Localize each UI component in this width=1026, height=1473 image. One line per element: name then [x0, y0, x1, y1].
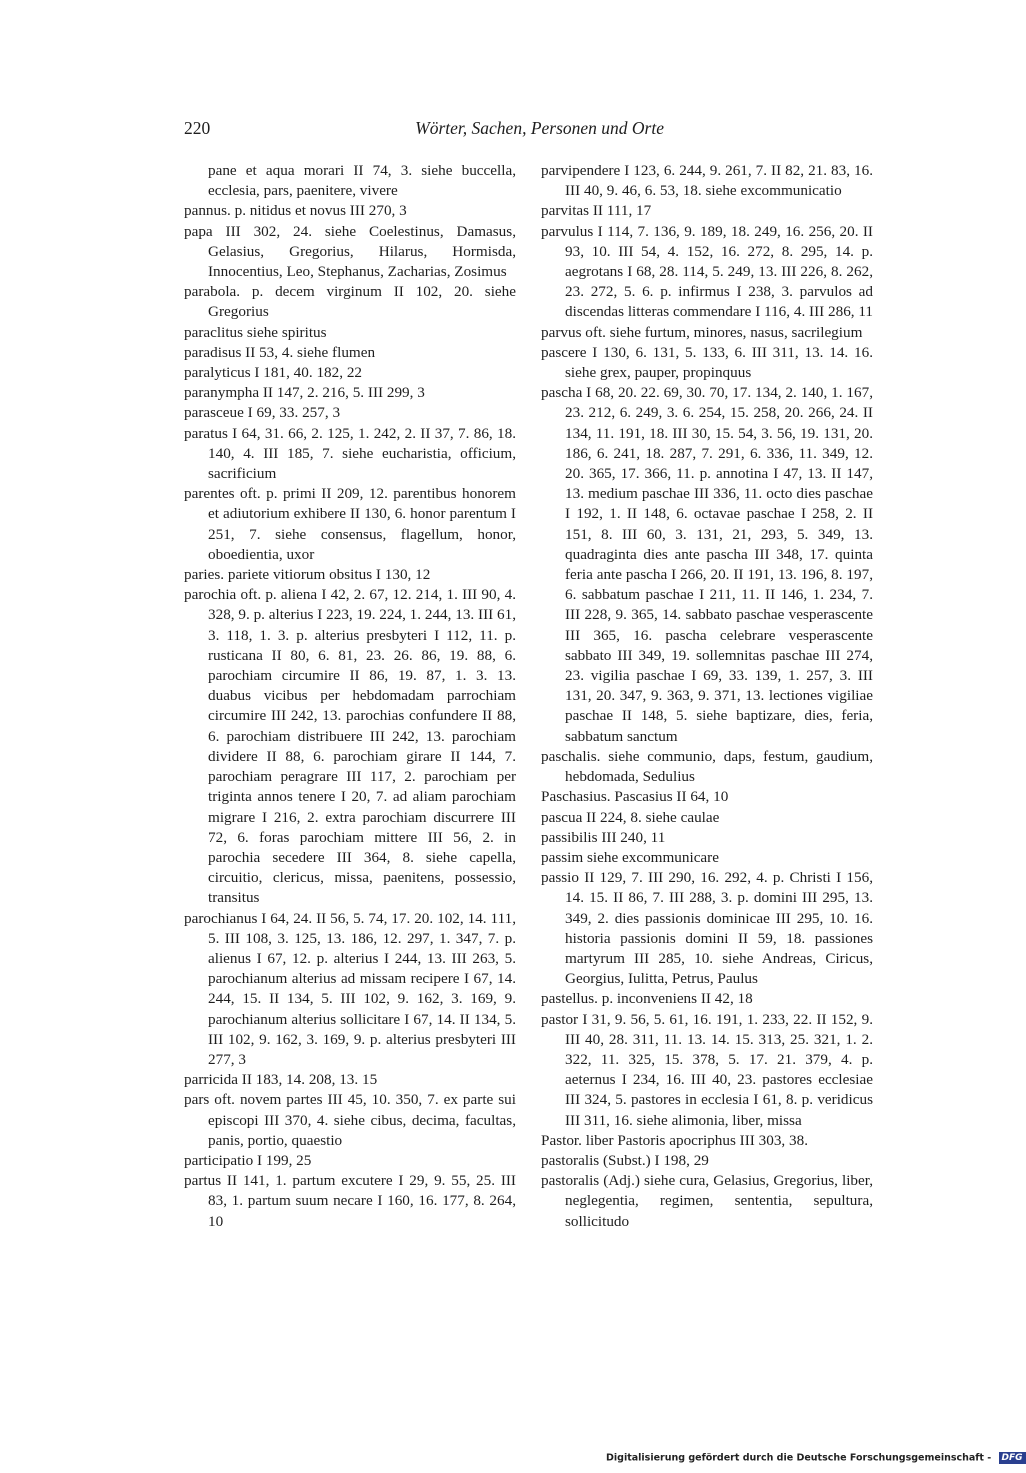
footer-text: Digitalisierung gefördert durch die Deutsche Forschungsgemeinschaft - — [606, 1452, 992, 1464]
index-entry: pascere I 130, 6. 131, 5. 133, 6. III 311, 13. 14. 16. siehe grex, pauper, propinquus — [541, 343, 873, 382]
index-entry: pastor I 31, 9. 56, 5. 61, 16. 191, 1. 233, 22. II 152, 9. III 40, 28. 311, 11. 13. 14. 15. 313, 25. 321, 1. 2. 322, 11. 325, 15. 378, 5. 17. 21. 379, 4. p. aeternus I 234, 16. III 40, 23. pastores ecclesiae III 324, 5. pastores in ecclesia I 61, 8. p. veridicus III 311, 16. siehe alimonia, liber, missa — [541, 1010, 873, 1129]
page-header — [184, 118, 664, 142]
running-title: Wörter, Sachen, Personen und Orte — [415, 118, 664, 138]
digitization-notice — [606, 1452, 1026, 1464]
index-entry: pars oft. novem partes III 45, 10. 350, 7. ex parte sui episcopi III 370, 4. siehe cibus, decima, facultas, panis, portio, quaestio — [184, 1091, 516, 1149]
index-entry: pane et aqua morari II 74, 3. siehe buccella, ecclesia, pars, paenitere, vivere — [208, 162, 516, 200]
index-entry: Pastor. liber Pastoris apocriphus III 303, 38. — [541, 1131, 809, 1149]
index-entry: parasceue I 69, 33. 257, 3 — [184, 404, 341, 422]
index-entry: paradisus II 53, 4. siehe flumen — [184, 343, 376, 361]
index-entry: pascha I 68, 20. 22. 69, 30. 70, 17. 134, 2. 140, 1. 167, 23. 212, 6. 249, 3. 6. 254, 15. 258, 20. 266, 24. II 134, 11. 191, 18. III 30, 15. 54, 3. 56, 19. 131, 20. 186, 6. 241, 18. 287, 7. 291, 6. 336, 11. 349, 12. 20. 365, 17. 366, 11. p. annotina I 47, 13. II 147, 13. medium paschae III 336, 11. octo dies paschae I 192, 1. II 148, 6. octavae paschae I 258, 2. II 151, 8. III 60, 3. 131, 21, 293, 5. 349, 13. quadraginta dies ante pascha III 348, 17. quinta feria ante pascha I 266, 20. II 191, 13. 196, 8. 197, 6. sabbatum paschae I 211, 11. II 146, 1. 234, 7. III 228, 9. 365, 14. sabbato paschae vesperascente III 365, 16. pascha celebrare vesperascente sabbato III 349, 19. sollemnitas paschae III 274, 23. vigilia paschae I 69, 33. 139, 1. 257, 3. III 131, 20. 347, 9. 363, 9. 371, 13. lectiones vigiliae paschae II 148, 5. siehe baptizare, dies, feria, sabbatum sanctum — [541, 384, 873, 745]
index-entry: passibilis III 240, 11 — [541, 828, 666, 846]
index-entry: paraclitus siehe spiritus — [184, 323, 327, 341]
index-entry: parvulus I 114, 7. 136, 9. 189, 18. 249, 16. 256, 20. II 93, 10. III 54, 4. 152, 16. 272, 8. 295, 14. p. aegrotans I 68, 28. 114, 5. 249, 13. III 226, 8. 262, 23. 272, 5. 6. p. infirmus I 238, 3. parvulos ad discendas litteras commendare I 116, 4. III 286, 11 — [541, 222, 874, 321]
index-entry: paschalis. siehe communio, daps, festum, gaudium, hebdomada, Sedulius — [541, 747, 873, 786]
index-entry: partus II 141, 1. partum excutere I 29, 9. 55, 25. III 83, 1. partum suum necare I 160, 16. 177, 8. 264, 10 — [184, 1172, 516, 1230]
index-entry: Paschasius. Pascasius II 64, 10 — [541, 788, 729, 806]
index-entry: parvitas II 111, 17 — [541, 202, 652, 220]
page-number: 220 — [184, 118, 211, 138]
index-entry: parvus oft. siehe furtum, minores, nasus, sacrilegium — [541, 323, 863, 341]
index-entry: parabola. p. decem virginum II 102, 20. siehe Gregorius — [184, 283, 516, 321]
index-entry: parvipendere I 123, 6. 244, 9. 261, 7. II 82, 21. 83, 16. III 40, 9. 46, 6. 53, 18. siehe excommunicatio — [541, 162, 873, 200]
index-entry: paries. pariete vitiorum obsitus I 130, 12 — [184, 566, 431, 584]
index-entry: parricida II 183, 14. 208, 13. 15 — [184, 1071, 378, 1089]
index-entry: pastoralis (Subst.) I 198, 29 — [541, 1151, 709, 1169]
index-entry: parochia oft. p. aliena I 42, 2. 67, 12. 214, 1. III 90, 4. 328, 9. p. alterius I 223, 19. 224, 1. 244, 13. III 61, 3. 118, 1. 3. p. alterius presbyteri I 112, 11. p. rusticana II 80, 6. 81, 23. 26. 86, 19. 88, 6. parochiam circumire II 86, 19. 87, 1. 3. 13. duabus vicibus per hebdomadam parrochiam circumire III 242, 13. parochias confundere II 88, 6. parochiam distribuere III 242, 13. parochiam dividere II 88, 6. parochiam girare II 144, 7. parochiam peragrare III 117, 2. parochiam per triginta annos tenere I 20, 7. ad aliam parochiam migrare I 216, 2. extra parochiam discurrere III 72, 6. foras parochiam mittere III 56, 2. in parochia secedere III 364, 8. siehe capella, circuitio, clericus, missa, paenitens, possessio, transitus — [184, 586, 516, 907]
index-entry: participatio I 199, 25 — [184, 1151, 312, 1169]
index-column-right — [541, 161, 873, 1232]
index-entry: parentes oft. p. primi II 209, 12. parentibus honorem et adiutorium exhibere II 130, 6. honor parentum I 251, 7. siehe consensus, flagellum, honor, oboedientia, uxor — [184, 485, 516, 563]
index-entry: paranympha II 147, 2. 216, 5. III 299, 3 — [184, 384, 425, 402]
index-entry: paratus I 64, 31. 66, 2. 125, 1. 242, 2. II 37, 7. 86, 18. 140, 4. III 185, 7. siehe eucharistia, officium, sacrificium — [184, 424, 516, 483]
dfg-logo: DFG — [999, 1452, 1026, 1464]
index-entry: pastoralis (Adj.) siehe cura, Gelasius, Gregorius, liber, neglegentia, regimen, sententia, sepultura, sollicitudo — [541, 1172, 873, 1230]
index-entry: paralyticus I 181, 40. 182, 22 — [184, 364, 363, 382]
index-column-left — [184, 161, 516, 1232]
index-entry: pastellus. p. inconveniens II 42, 18 — [541, 990, 753, 1008]
index-entry: parochianus I 64, 24. II 56, 5. 74, 17. 20. 102, 14. 111, 5. III 108, 3. 125, 13. 186, 12. 297, 1. 347, 7. p. alienus I 67, 12. p. alterius I 244, 13. III 263, 5. parochianum alterius ad missam recipere I 67, 14. 244, 15. II 134, 5. III 102, 9. 162, 3. 169, 9. parochianum alterius sollicitare I 67, 14. II 134, 5. III 102, 9. 162, 3. 169, 9. p. alterius presbyteri III 277, 3 — [184, 909, 516, 1068]
index-entry: pannus. p. nitidus et novus III 270, 3 — [184, 202, 407, 220]
index-entry: passio II 129, 7. III 290, 16. 292, 4. p. Christi I 156, 14. 15. II 86, 7. III 288, 3. p. domini III 295, 13. 349, 2. dies passionis dominicae III 295, 10. 16. historia passionis domini II 59, 18. passiones martyrum III 285, 10. siehe Andreas, Ciricus, Georgius, Iulitta, Petrus, Paulus — [541, 869, 873, 988]
index-entry: passim siehe excommunicare — [541, 848, 719, 866]
index-entry: papa III 302, 24. siehe Coelestinus, Damasus, Gelasius, Gregorius, Hilarus, Hormisda, Innocentius, Leo, Stephanus, Zacharias, Zosimus — [184, 222, 516, 281]
index-entry: pascua II 224, 8. siehe caulae — [541, 808, 720, 826]
